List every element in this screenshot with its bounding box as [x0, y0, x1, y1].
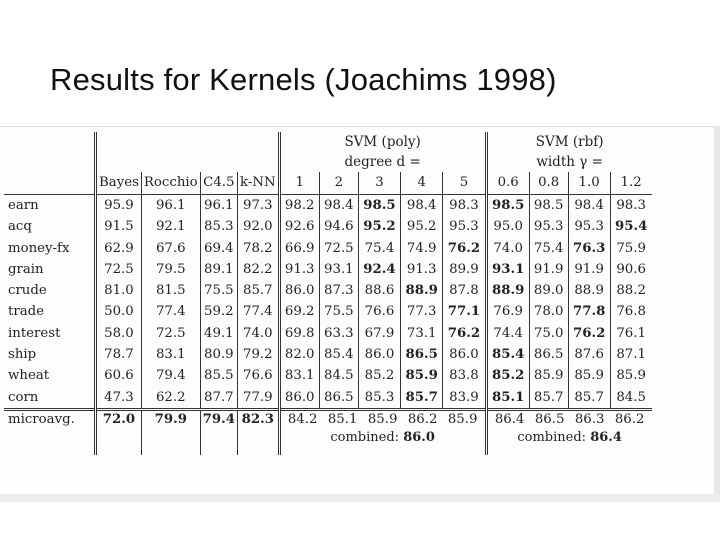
- svm-poly-cell: 98.4: [319, 195, 358, 217]
- svm-rbf-cell: 98.5: [529, 195, 568, 217]
- svm-poly-combined: combined: 86.0: [330, 429, 435, 445]
- header-baseline-3: k-NN: [238, 172, 280, 195]
- svm-poly-cell: 88.9: [401, 280, 443, 301]
- svm-poly-cell: 88.6: [358, 280, 400, 301]
- svm-rbf-cell: 93.1: [486, 259, 529, 280]
- table-row: [4, 323, 652, 344]
- table-row: [4, 195, 652, 217]
- svm-poly-cell: 91.3: [401, 259, 443, 280]
- svm-rbf-cell: 85.7: [529, 387, 568, 410]
- row-label: acq: [8, 219, 32, 235]
- svm-rbf-cell: 75.0: [529, 323, 568, 344]
- header-width-1.2: 1.2: [610, 172, 651, 195]
- svm-poly-cell: 85.4: [319, 344, 358, 365]
- svm-rbf-cell: 78.0: [529, 301, 568, 322]
- svm-rbf-cell: 95.3: [529, 216, 568, 237]
- row-label: trade: [8, 304, 45, 320]
- table-row: [4, 387, 652, 410]
- svm-poly-cell: 98.4: [401, 195, 443, 217]
- svm-poly-cell: 85.9: [447, 411, 478, 427]
- svm-rbf-cell: 85.7: [568, 387, 610, 410]
- baseline-cell: 80.9: [200, 344, 237, 365]
- row-label: interest: [8, 325, 61, 341]
- svm-poly-cell: 98.3: [443, 195, 486, 217]
- baseline-cell: 62.2: [141, 387, 200, 410]
- svm-poly-cell: 87.8: [443, 280, 486, 301]
- svm-poly-cell: 75.5: [319, 301, 358, 322]
- svm-poly-cell: 86.5: [319, 387, 358, 410]
- table-row: [4, 280, 652, 301]
- svm-rbf-cell: 76.3: [568, 238, 610, 259]
- results-table: [4, 132, 652, 455]
- svm-poly-cell: 76.2: [443, 323, 486, 344]
- header-degree-4: 4: [401, 172, 443, 195]
- row-label: crude: [8, 283, 47, 299]
- baseline-cell: 79.4: [141, 365, 200, 386]
- baseline-cell: 72.0: [96, 409, 142, 455]
- svm-poly-cell: 86.5: [401, 344, 443, 365]
- svm-poly-cell: 95.2: [358, 216, 400, 237]
- svm-rbf-cell: 98.3: [610, 195, 651, 217]
- header-empty: [4, 152, 96, 172]
- svm-poly-cell: 85.9: [367, 411, 398, 427]
- microavg-row: [4, 409, 652, 455]
- svm-poly-cell: 92.6: [279, 216, 319, 237]
- svm-poly-cell: 95.2: [401, 216, 443, 237]
- row-label: wheat: [8, 368, 50, 384]
- header-baseline-0: Bayes: [96, 172, 142, 195]
- baseline-cell: 96.1: [200, 195, 237, 217]
- svm-poly-cell: 91.3: [279, 259, 319, 280]
- row-label: ship: [8, 347, 37, 363]
- baseline-cell: 58.0: [96, 323, 142, 344]
- svm-poly-cell: 85.1: [327, 411, 358, 427]
- row-label: earn: [8, 198, 39, 213]
- baseline-cell: 67.6: [141, 238, 200, 259]
- svm-poly-cell: 73.1: [401, 323, 443, 344]
- svm-poly-cell: 77.3: [401, 301, 443, 322]
- svm-rbf-cell: 89.0: [529, 280, 568, 301]
- svm-rbf-cell: 76.1: [610, 323, 651, 344]
- svm-poly-cell: 76.2: [443, 238, 486, 259]
- svm-poly-microavg: [279, 409, 486, 455]
- svm-poly-cell: 93.1: [319, 259, 358, 280]
- header-baseline-2: C4.5: [200, 172, 237, 195]
- svm-rbf-cell: 88.9: [486, 280, 529, 301]
- table-row: [4, 259, 652, 280]
- frame-shadow-bottom: [0, 494, 720, 502]
- svm-poly-cell: 86.0: [279, 387, 319, 410]
- svm-poly-cell: 86.0: [358, 344, 400, 365]
- svm-rbf-cell: 98.4: [568, 195, 610, 217]
- baseline-cell: 72.5: [96, 259, 142, 280]
- baseline-cell: 96.1: [141, 195, 200, 217]
- svm-poly-cell: 84.2: [287, 411, 318, 427]
- svm-rbf-cell: 86.2: [614, 411, 645, 427]
- svm-rbf-combined: combined: 86.4: [517, 429, 622, 445]
- baseline-cell: 82.2: [238, 259, 280, 280]
- header-degree-3: 3: [358, 172, 400, 195]
- svm-rbf-cell: 85.2: [486, 365, 529, 386]
- svm-rbf-cell: 95.3: [568, 216, 610, 237]
- row-label: grain: [8, 261, 44, 277]
- svm-rbf-microavg: [486, 409, 652, 455]
- svm-rbf-cell: 85.9: [529, 365, 568, 386]
- svm-poly-cell: 63.3: [319, 323, 358, 344]
- table-row: [4, 365, 652, 386]
- svm-rbf-cell: 85.1: [486, 387, 529, 410]
- header-baselines-blank: [96, 132, 280, 152]
- svm-poly-cell: 72.5: [319, 238, 358, 259]
- svm-rbf-cell: 77.8: [568, 301, 610, 322]
- baseline-cell: 85.5: [200, 365, 237, 386]
- svm-rbf-cell: 74.4: [486, 323, 529, 344]
- svm-rbf-cell: 86.5: [534, 411, 565, 427]
- svm-rbf-cell: 75.4: [529, 238, 568, 259]
- table-row: [4, 238, 652, 259]
- baseline-cell: 85.7: [238, 280, 280, 301]
- svm-poly-cell: 69.8: [279, 323, 319, 344]
- header-svm-rbf: SVM (rbf): [486, 132, 652, 152]
- svm-poly-cell: 98.2: [279, 195, 319, 217]
- header-degree: degree d =: [279, 152, 486, 172]
- header-width-1.0: 1.0: [568, 172, 610, 195]
- table-row: [4, 344, 652, 365]
- svm-poly-cell: 83.8: [443, 365, 486, 386]
- svm-poly-cell: 84.5: [319, 365, 358, 386]
- baseline-cell: 75.5: [200, 280, 237, 301]
- svm-rbf-cell: 85.9: [610, 365, 651, 386]
- baseline-cell: 72.5: [141, 323, 200, 344]
- svm-poly-cell: 74.9: [401, 238, 443, 259]
- frame-shadow-right: [714, 126, 720, 500]
- baseline-cell: 76.6: [238, 365, 280, 386]
- baseline-cell: 92.0: [238, 216, 280, 237]
- svm-poly-cell: 69.2: [279, 301, 319, 322]
- baseline-cell: 50.0: [96, 301, 142, 322]
- baseline-cell: 78.2: [238, 238, 280, 259]
- header-row-label-blank: [4, 172, 96, 195]
- header-empty: [4, 132, 96, 152]
- row-label: microavg.: [4, 409, 96, 455]
- header-degree-2: 2: [319, 172, 358, 195]
- svm-poly-cell: 66.9: [279, 238, 319, 259]
- svm-poly-cell: 87.3: [319, 280, 358, 301]
- svm-poly-cell: 86.0: [279, 280, 319, 301]
- svm-rbf-cell: 90.6: [610, 259, 651, 280]
- svm-poly-cell: 95.3: [443, 216, 486, 237]
- baseline-cell: 77.4: [141, 301, 200, 322]
- baseline-cell: 59.2: [200, 301, 237, 322]
- svm-rbf-cell: 75.9: [610, 238, 651, 259]
- svm-rbf-cell: 84.5: [610, 387, 651, 410]
- baseline-cell: 81.5: [141, 280, 200, 301]
- baseline-cell: 87.7: [200, 387, 237, 410]
- svm-rbf-cell: 91.9: [568, 259, 610, 280]
- header-svm-poly: SVM (poly): [279, 132, 486, 152]
- baseline-cell: 78.7: [96, 344, 142, 365]
- svm-poly-cell: 67.9: [358, 323, 400, 344]
- svm-poly-cell: 94.6: [319, 216, 358, 237]
- header-width-0.6: 0.6: [486, 172, 529, 195]
- svm-rbf-cell: 74.0: [486, 238, 529, 259]
- svm-rbf-cell: 88.2: [610, 280, 651, 301]
- svm-rbf-cell: 95.0: [486, 216, 529, 237]
- svm-poly-cell: 85.3: [358, 387, 400, 410]
- baseline-cell: 79.9: [141, 409, 200, 455]
- baseline-cell: 83.1: [141, 344, 200, 365]
- svm-poly-cell: 86.0: [443, 344, 486, 365]
- baseline-cell: 81.0: [96, 280, 142, 301]
- svm-rbf-cell: 86.4: [494, 411, 525, 427]
- baseline-cell: 97.3: [238, 195, 280, 217]
- svm-rbf-cell: 76.8: [610, 301, 651, 322]
- svm-poly-cell: 75.4: [358, 238, 400, 259]
- baseline-cell: 79.5: [141, 259, 200, 280]
- svm-poly-cell: 85.7: [401, 387, 443, 410]
- svm-poly-cell: 98.5: [358, 195, 400, 217]
- svm-poly-cell: 83.1: [279, 365, 319, 386]
- header-baselines-blank: [96, 152, 280, 172]
- baseline-cell: 60.6: [96, 365, 142, 386]
- row-label: corn: [8, 389, 39, 405]
- header-width: width γ =: [486, 152, 652, 172]
- header-baseline-1: Rocchio: [141, 172, 200, 195]
- baseline-cell: 85.3: [200, 216, 237, 237]
- baseline-cell: 77.4: [238, 301, 280, 322]
- baseline-cell: 74.0: [238, 323, 280, 344]
- baseline-cell: 47.3: [96, 387, 142, 410]
- svm-rbf-cell: 87.6: [568, 344, 610, 365]
- svm-poly-cell: 85.9: [401, 365, 443, 386]
- baseline-cell: 79.4: [200, 409, 237, 455]
- svm-poly-cell: 92.4: [358, 259, 400, 280]
- svm-rbf-cell: 76.2: [568, 323, 610, 344]
- baseline-cell: 62.9: [96, 238, 142, 259]
- baseline-cell: 77.9: [238, 387, 280, 410]
- svm-poly-cell: 77.1: [443, 301, 486, 322]
- baseline-cell: 91.5: [96, 216, 142, 237]
- svm-rbf-cell: 98.5: [486, 195, 529, 217]
- svm-rbf-cell: 85.9: [568, 365, 610, 386]
- baseline-cell: 69.4: [200, 238, 237, 259]
- svm-poly-cell: 82.0: [279, 344, 319, 365]
- svm-rbf-cell: 86.5: [529, 344, 568, 365]
- svm-rbf-cell: 87.1: [610, 344, 651, 365]
- row-label: money-fx: [8, 240, 70, 256]
- svm-rbf-cell: 85.4: [486, 344, 529, 365]
- table-row: [4, 301, 652, 322]
- header-degree-5: 5: [443, 172, 486, 195]
- svm-rbf-cell: 76.9: [486, 301, 529, 322]
- svm-poly-cell: 86.2: [407, 411, 438, 427]
- svm-poly-cell: 85.2: [358, 365, 400, 386]
- baseline-cell: 79.2: [238, 344, 280, 365]
- baseline-cell: 82.3: [238, 409, 280, 455]
- baseline-cell: 89.1: [200, 259, 237, 280]
- svm-rbf-cell: 88.9: [568, 280, 610, 301]
- svm-poly-cell: 76.6: [358, 301, 400, 322]
- svm-poly-cell: 83.9: [443, 387, 486, 410]
- table-row: [4, 216, 652, 237]
- svm-rbf-cell: 91.9: [529, 259, 568, 280]
- header-degree-1: 1: [279, 172, 319, 195]
- baseline-cell: 49.1: [200, 323, 237, 344]
- header-width-0.8: 0.8: [529, 172, 568, 195]
- svm-rbf-cell: 95.4: [610, 216, 651, 237]
- slide-title: Results for Kernels (Joachims 1998): [50, 62, 557, 97]
- baseline-cell: 92.1: [141, 216, 200, 237]
- svm-rbf-cell: 86.3: [574, 411, 605, 427]
- svm-poly-cell: 89.9: [443, 259, 486, 280]
- baseline-cell: 95.9: [96, 195, 142, 217]
